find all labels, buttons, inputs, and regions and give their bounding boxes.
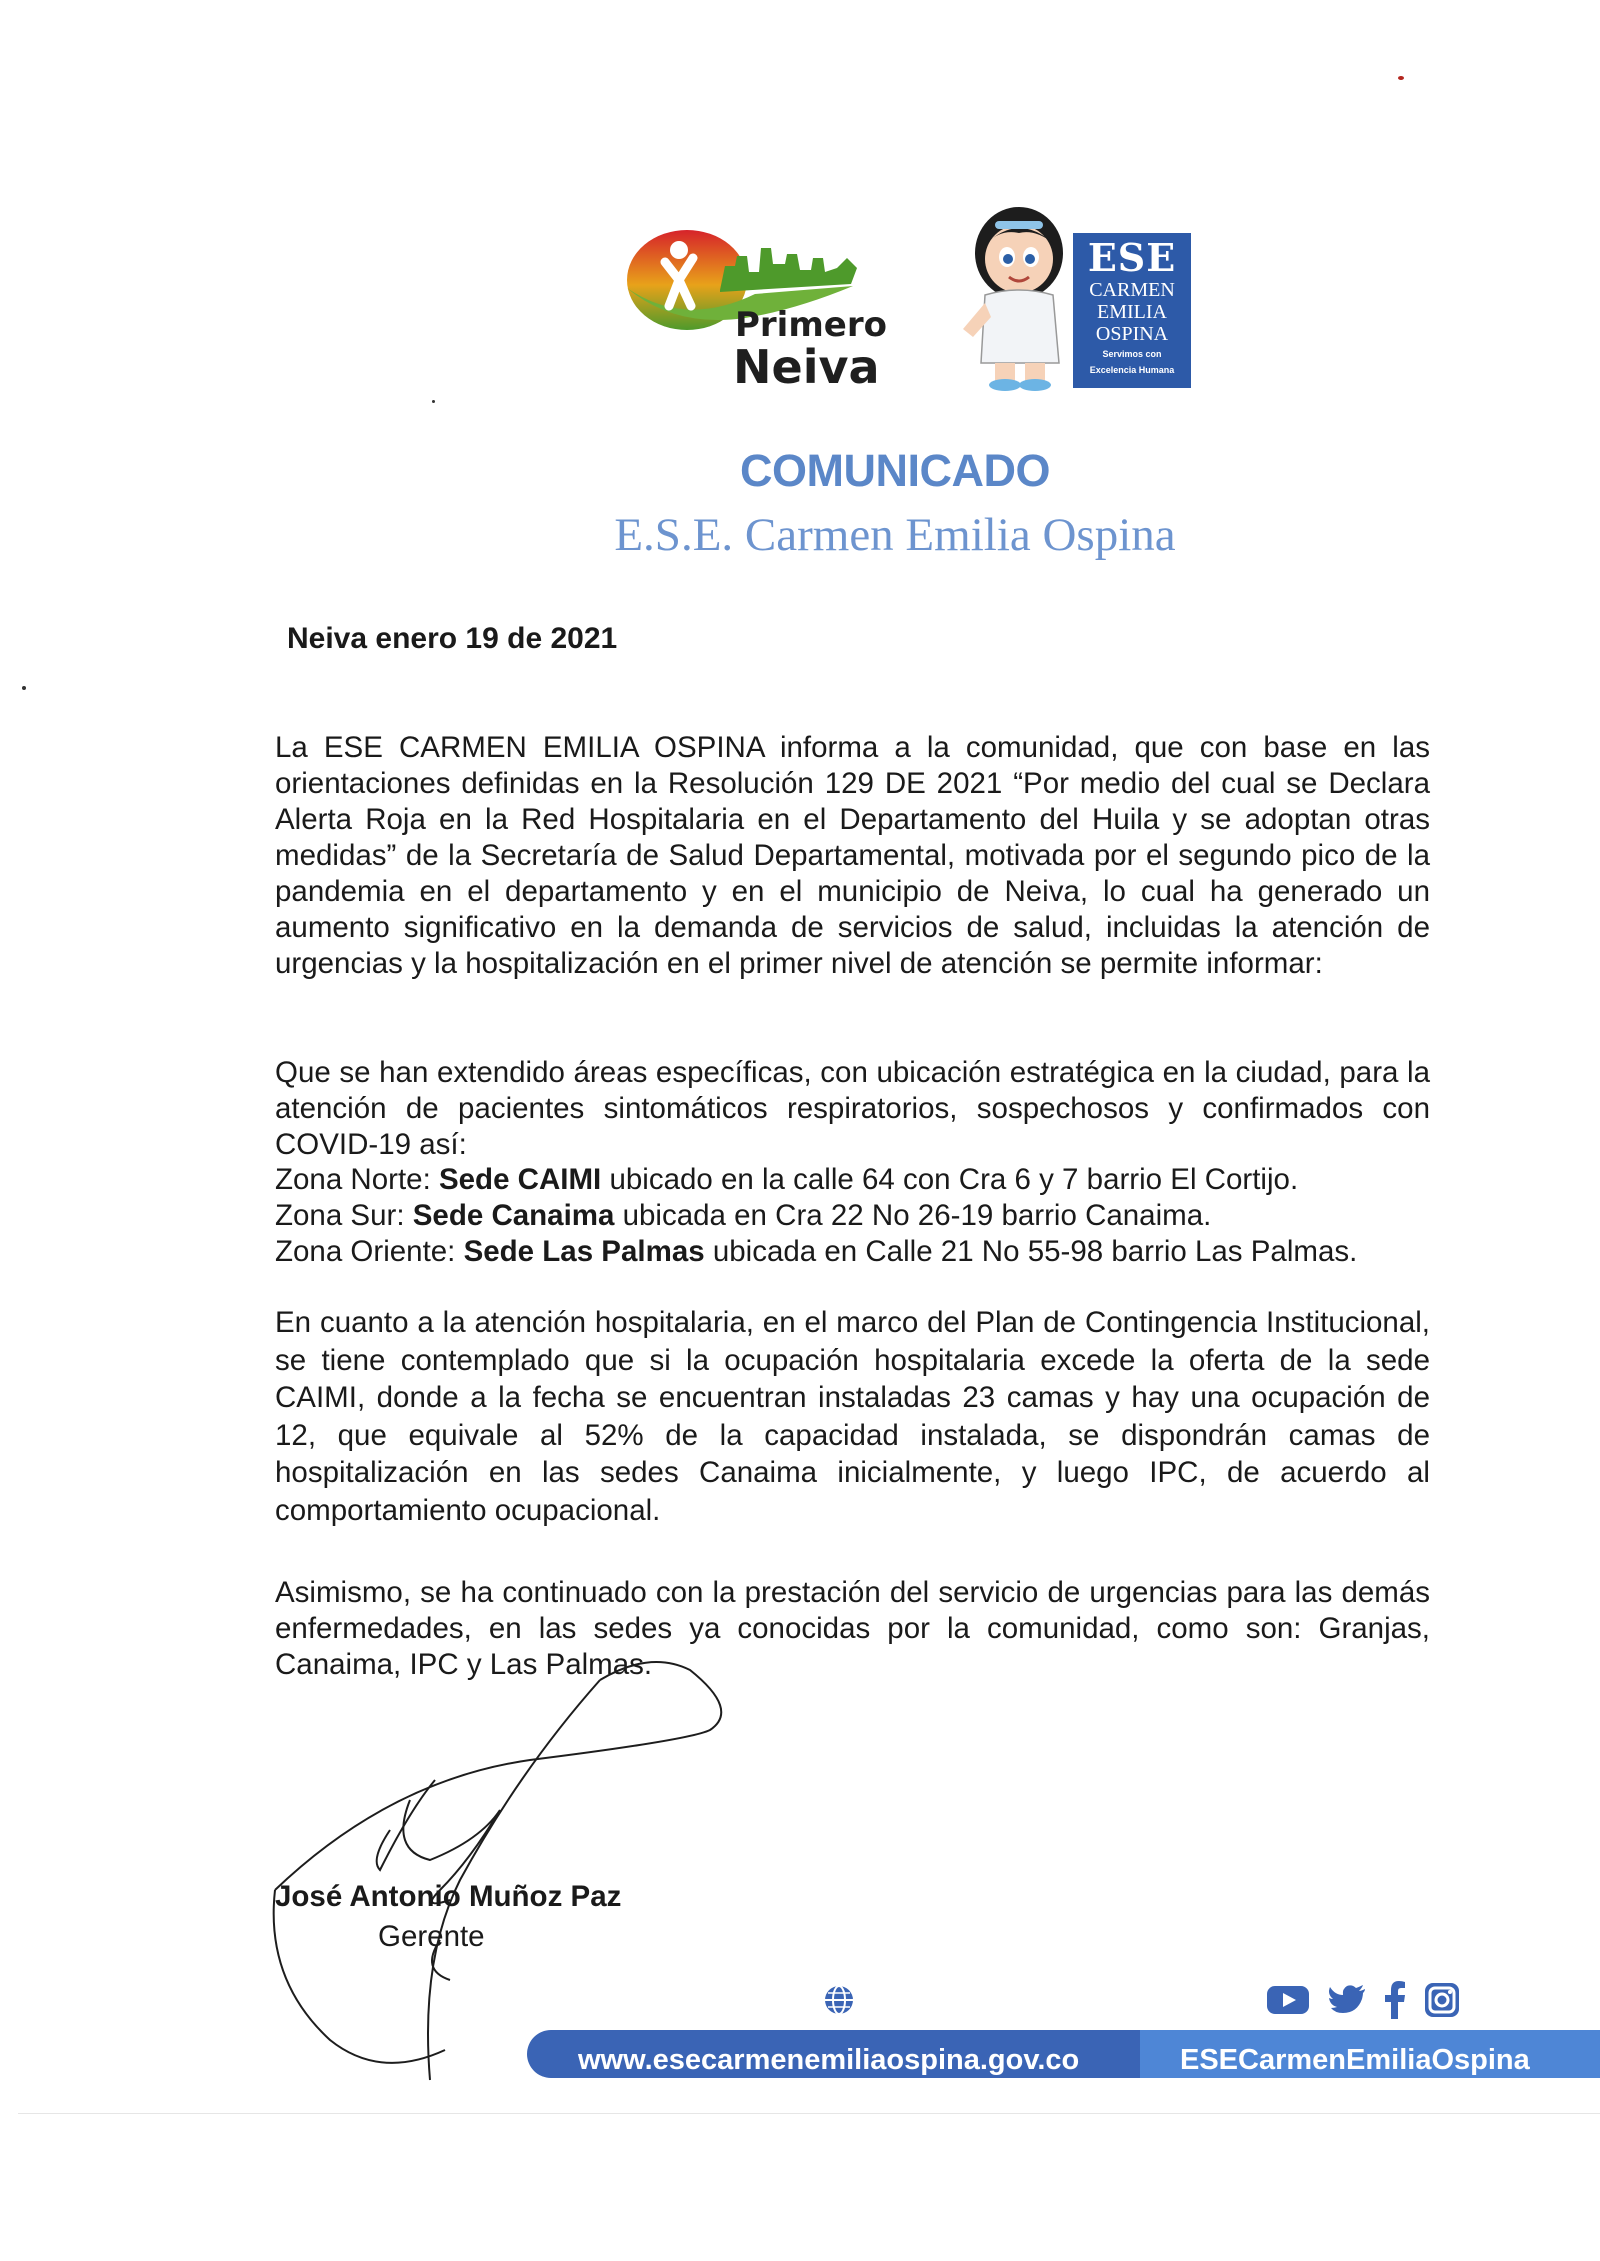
zone-detail: ubicado en la calle 64 con Cra 6 y 7 barrio El Cortijo. [601,1163,1299,1196]
paragraph-hospital-care: En cuanto a la atención hospitalaria, en el marco del Plan de Contingencia Institucional, se tiene contemplado que si la ocupación hospitalaria excede la oferta de la sede CAIMI, donde a la fecha se encuentran instaladas 23 camas y hay una ocupación de 12, que equivale al 52% de la capacidad instalada, se dispondrán camas de hospitalización en las sedes Canaima inicialmente, y luego IPC, de acuerdo al comportamiento ocupacional. [275,1306,1430,1527]
zone-label: Zona Norte: [275,1163,439,1196]
zones-list [275,1162,1357,1270]
scan-speck [1398,76,1404,80]
zone-label: Zona Sur: [275,1199,413,1232]
facebook-icon[interactable] [1383,1981,1407,2019]
twitter-icon[interactable] [1327,1981,1367,2019]
website-link[interactable]: www.esecarmenemiliaospina.gov.co [578,2044,1080,2076]
zone-item-sur [275,1198,1357,1234]
ese-name-line-2: EMILIA [1097,301,1167,323]
zone-detail: ubicada en Calle 21 No 55-98 barrio Las Palmas. [704,1235,1358,1268]
paragraph-emergency-service: Asimismo, se ha continuado con la prestación del servicio de urgencias para las demás enfermedades, en las sedes ya conocidas por la comunidad, como son: Granjas, Canaima, IPC y Las Palmas. [275,1576,1430,1681]
ese-name-line-3: OSPINA [1095,323,1169,345]
paragraph-intro: La ESE CARMEN EMILIA OSPINA informa a la comunidad, que con base en las orientaciones definidas en la Resolución 129 DE 2021 “Por medio del cual se Declara Alerta Roja en la Red Hospitalaria en el Departamento del Huila y se adoptan otras medidas” de la Secretaría de Salud Departamental, motivada por el segundo pico de la pandemia en el departamento y en el municipio de Neiva, lo cual ha generado un aumento significativo en la demanda de servicios de salud, incluidas la atención de urgencias y la hospitalización en el primer nivel de atención se permite informar: [275,731,1430,980]
youtube-icon[interactable] [1265,1981,1311,2019]
mascot-figure [955,203,1075,393]
zone-site: Sede Canaima [412,1199,615,1232]
ese-slogan-line-2: Excelencia Humana [1089,365,1175,375]
signatory-role: Gerente [378,1920,485,1953]
ese-mark: ESE [1087,235,1177,280]
logo-neiva-text: Neiva [733,340,880,394]
document-subtitle: E.S.E. Carmen Emilia Ospina [614,509,1176,561]
zone-site: Sede Las Palmas [463,1235,705,1268]
globe-icon [823,1984,855,2016]
page-divider [18,2113,1600,2114]
zone-site: Sede CAIMI [438,1163,602,1196]
scan-speck [22,686,26,690]
zone-item-oriente [275,1234,1357,1270]
scan-speck [432,400,435,403]
document-title: COMUNICADO [740,445,1050,496]
paragraph-areas: Que se han extendido áreas específicas, con ubicación estratégica en la ciudad, para la atención de pacientes sintomáticos respiratorios, sospechosos y confirmados con COVID-19 así: [275,1056,1430,1161]
ese-carmen-emilia-ospina-logo [955,203,1195,393]
zone-label: Zona Oriente: [275,1235,464,1268]
ese-name-line-1: CARMEN [1089,279,1175,301]
primero-neiva-logo [625,228,895,393]
social-icons [1265,1981,1461,2019]
logo-primero-text: Primero [735,305,887,345]
zone-item-norte [275,1162,1357,1198]
instagram-icon[interactable] [1423,1981,1461,2019]
ese-slogan-line-1: Servimos con [1102,349,1162,359]
ese-logo-box [1073,233,1191,388]
signatory-name: José Antonio Muñoz Paz [275,1880,622,1913]
zone-detail: ubicada en Cra 22 No 26-19 barrio Canaima. [614,1199,1212,1232]
handwritten-signature [270,1660,730,2090]
document-date: Neiva enero 19 de 2021 [287,622,618,655]
social-handle-link[interactable]: ESECarmenEmiliaOspina [1180,2044,1530,2076]
